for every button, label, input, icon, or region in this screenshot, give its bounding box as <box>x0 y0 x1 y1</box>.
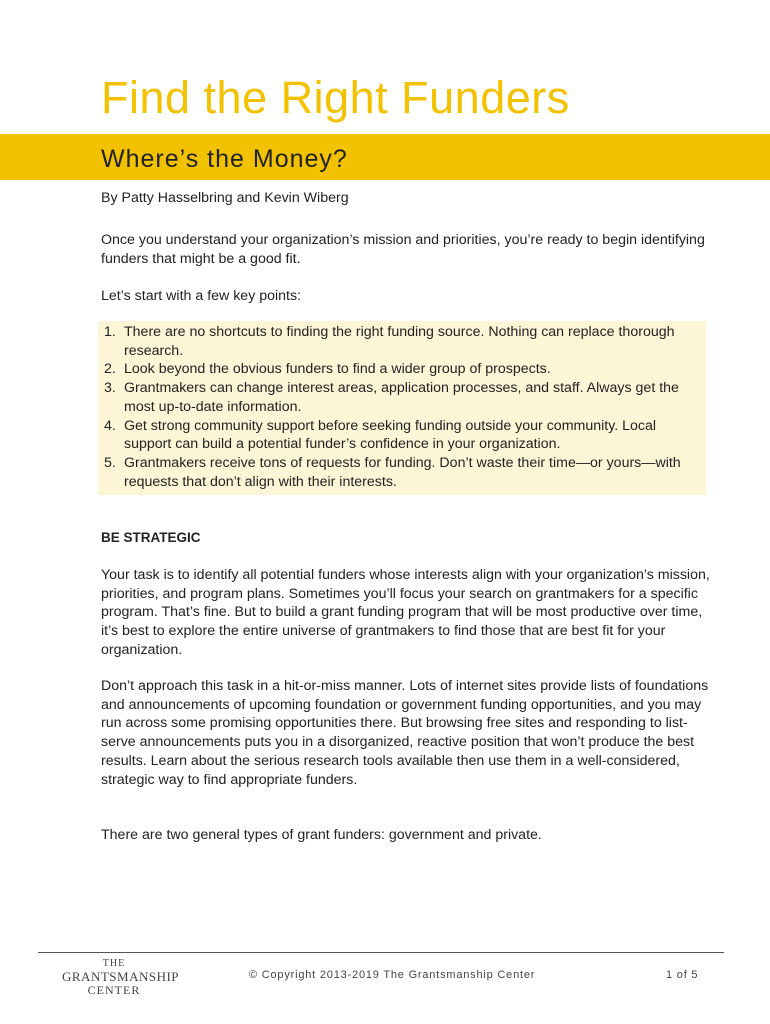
page-title: Find the Right Funders <box>101 72 570 123</box>
page-number: 1 of 5 <box>666 969 699 981</box>
body-paragraph-2: Don’t approach this task in a hit-or-miss manner. Lots of internet sites provide lists of foundations and announcements of upcoming foundation or government funding opportunities, and you may run across some promising opportunities there. But browsing free sites and responding to list-serve announcements puts you in a disorganized, reactive position that won’t produce the best results. Learn about the serious research tools available then use them in a well-considered, strategic way to find appropriate funders. <box>101 678 709 788</box>
section-heading: BE STRATEGIC <box>101 530 201 545</box>
grantsmanship-center-logo <box>62 958 180 1000</box>
list-item <box>104 379 702 416</box>
byline: By Patty Hasselbring and Kevin Wiberg <box>101 190 349 206</box>
logo-line-1: THE <box>102 958 126 969</box>
list-item-number: 3. <box>104 380 116 397</box>
list-item-text: There are no shortcuts to finding the right funding source. Nothing can replace thorough research. <box>124 324 675 359</box>
logo-line-2: GRANTSMANSHIP <box>62 969 180 984</box>
list-item <box>104 454 702 491</box>
copyright-notice: © Copyright 2013-2019 The Grantsmanship Center <box>249 969 536 981</box>
list-item-number: 2. <box>104 361 116 378</box>
key-points-lead-in: Let’s start with a few key points: <box>101 288 302 304</box>
list-item-number: 1. <box>104 324 116 340</box>
body-paragraph-1: Your task is to identify all potential funders whose interests align with your organization’s mission, priorities, and program plans. Sometimes you’ll focus your search on grantmakers for a specific program. That’s fine. But to build a grant funding program that will be most productive over time, it’s best to explore the entire universe of grantmakers to find those that are best fit for your organization. <box>101 567 710 658</box>
page-subtitle: Where’s the Money? <box>101 145 348 173</box>
footer-divider <box>38 952 724 953</box>
intro-paragraph: Once you understand your organization’s mission and priorities, you’re ready to begin identifying funders that might be a good fit. <box>101 232 705 267</box>
list-item-text: Grantmakers can change interest areas, application processes, and staff. Always get the most up-to-date information. <box>124 380 679 415</box>
list-item <box>104 417 702 454</box>
list-item-text: Get strong community support before seeking funding outside your community. Local support can build a potential funder’s confidence in your organization. <box>124 417 657 453</box>
list-item <box>104 323 702 360</box>
body-paragraph-3: There are two general types of grant funders: government and private. <box>101 827 542 843</box>
list-item-text: Look beyond the obvious funders to find a wider group of prospects. <box>124 361 551 378</box>
list-item-text: Grantmakers receive tons of requests for funding. Don’t waste their time—or yours—with requests that don’t align with their interests. <box>124 454 681 490</box>
key-points-list <box>104 323 702 491</box>
list-item <box>104 360 702 379</box>
list-item-number: 4. <box>104 417 116 434</box>
logo-line-3: CENTER <box>87 983 141 997</box>
list-item-number: 5. <box>104 454 116 471</box>
